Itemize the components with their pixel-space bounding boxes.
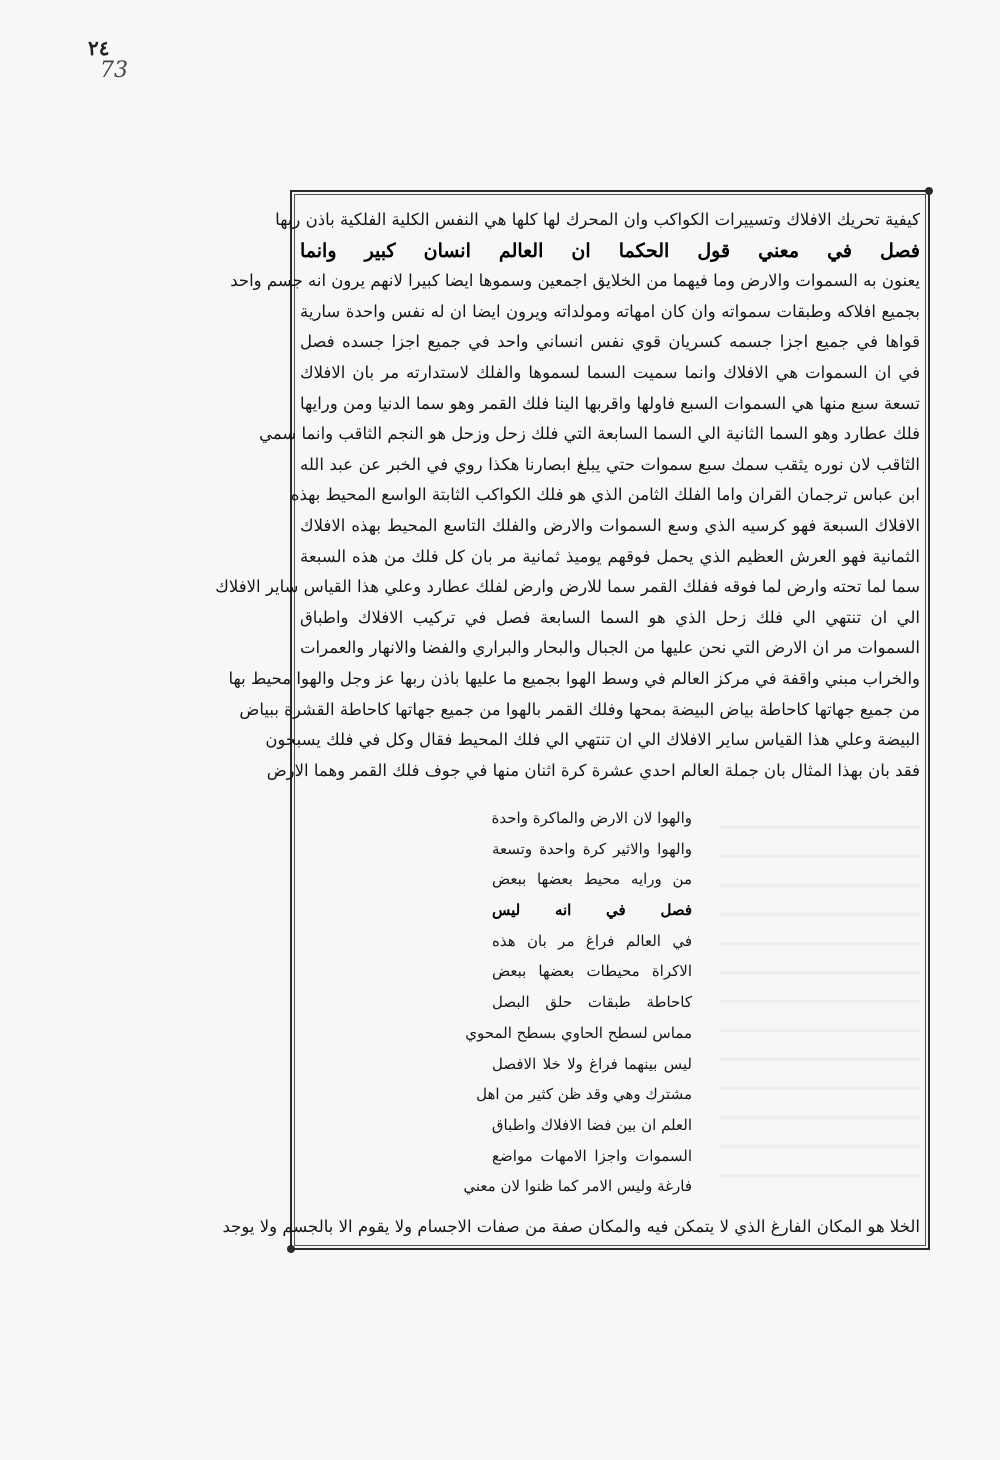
text-line: الثاقب لان نوره يثقب سمك سبع سموات حتي يبلغ ابصارنا هكذا روي في الخبر عن عبد الله (300, 454, 920, 474)
frame-corner-ornament (287, 1245, 295, 1253)
text-line: والخراب مبني واقفة في مركز العالم في وسط الهوا بجميع ما عليها باذن ربها عز وجل والهوا محيط بها (228, 668, 920, 688)
text-line: كيفية تحريك الافلاك وتسييرات الكواكب وان المحرك لها كلها هي النفس الكلية الفلكية باذن ربها (275, 210, 920, 229)
text-line: من جميع جهاتها كاحاطة بياض البيضة بمحها وفلك القمر بالهوا من جميع جهاتها كاحاطة القشرة ببياض (239, 699, 920, 719)
narrow-text-column (463, 803, 692, 1202)
bleed-through-text (720, 800, 920, 1200)
pencil-folio-number: 73 (100, 58, 128, 83)
text-line: فلك عطارد وهو السما الثانية الي السما السابعة التي فلك زحل وزحل هو النجم الثاقب وانما سمي (259, 424, 920, 444)
text-line: كاحاطة طبقات حلق البصل (492, 993, 692, 1012)
text-line: تسعة سبع منها هي السموات السبع فاولها واقربها الينا فلك القمر وهو سما الدنيا ومن ورايها (300, 393, 920, 413)
text-line: الي ان تنتهي الي فلك زحل الذي هو السما السابعة فصل في تركيب الافلاك واطباق (300, 607, 920, 627)
text-line: من ورايه محيط بعضها ببعض (492, 870, 692, 889)
folio-number: ٢٤ (88, 36, 110, 60)
closing-text-line (222, 1212, 920, 1243)
text-line: سما لما تحته وارض لما فوقه ففلك القمر سما للارض وارض لفلك عطارد وعلي هذا القياس ساير الافلاك (215, 577, 920, 597)
text-line: البيضة وعلي هذا القياس ساير الافلاك الي ان تنتهي الي فلك المحيط فقال وكل في فلك يسبحون (265, 730, 920, 750)
text-line: يعنون به السموات والارض وما فيهما من الخلايق اجمعين وسموها ايضا كبيرا لانهم يرون انه جسم واحد (230, 271, 920, 291)
text-line: ليس بينهما فراغ ولا خلا الافصل (492, 1054, 692, 1073)
text-line: الثمانية فهو العرش العظيم الذي يحمل فوقهم يوميذ ثمانية مر بان كل فلك من هذه السبعة (300, 546, 920, 566)
text-line: في ان السموات هي الافلاك وانما سميت السما لسموها والفلك لاستدارته مر بان الافلاك (300, 362, 920, 382)
text-line: مشترك وهي وقد ظن كثير من اهل (476, 1085, 692, 1104)
text-line: فقد بان بهذا المثال بان جملة العالم احدي عشرة كرة اثنان منها في جوف فلك القمر وهما الارض (266, 760, 920, 780)
text-line: والهوا والاثير كرة واحدة وتسعة (492, 839, 692, 858)
text-line: في العالم فراغ مر بان هذه (492, 931, 692, 950)
text-line: والهوا لان الارض والماكرة واحدة (491, 809, 692, 827)
frame-corner-ornament (925, 187, 933, 195)
section-heading-line: فصل في انه ليس (492, 901, 692, 920)
text-line: السموات مر ان الارض التي نحن عليها من الجبال والبحار والبراري والفضا والانهار والعمرات (299, 638, 920, 658)
text-line: العلم ان بين فضا الافلاك واطباق (491, 1115, 692, 1134)
text-line: ابن عباس ترجمان القران واما الفلك الثامن الذي هو فلك الكواكب الثابتة الواسع المحيط بهذه (290, 485, 920, 505)
text-line: الخلا هو المكان الفارغ الذي لا يتمكن فيه والمكان صفة من صفات الاجسام ولا يقوم الا بالجسم ولا يوجد (222, 1217, 920, 1236)
section-heading-line: فصل في معني قول الحكما ان العالم انسان كبير وانما (300, 239, 920, 262)
text-line: قواها في جميع اجزا جسمه كسريان قوي نفس انساني واحد في جميع اجزا جسده فصل (300, 332, 920, 352)
text-line: الاكراة محيطات بعضها ببعض (492, 962, 692, 981)
text-line: الافلاك السبعة فهو كرسيه الذي وسع السموات والارض والفلك التاسع المحيط بهذه الافلاك (300, 515, 920, 535)
main-text-block (215, 205, 920, 786)
text-line: بجميع افلاكه وطبقات سمواته وان كان امهاته ومولداته ويرون ايضا ان له نفس واحدة سارية (300, 301, 920, 321)
text-line: السموات واجزا الامهات مواضع (492, 1146, 692, 1165)
text-line: فارغة وليس الامر كما ظنوا لان معني (463, 1177, 692, 1196)
text-line: مماس لسطح الحاوي بسطح المحوي (465, 1023, 692, 1042)
